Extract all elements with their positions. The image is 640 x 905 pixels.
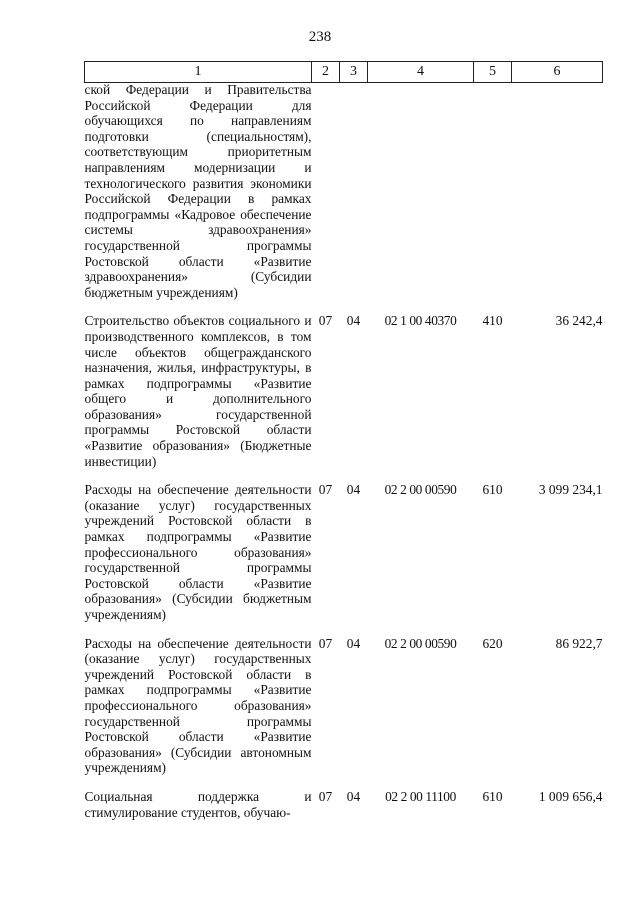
row-expense-type: 410: [482, 313, 503, 329]
budget-table: [84, 61, 603, 820]
description-text: Расходы на обеспечение деятельности (оказание услуг) государственных учреждений Ростовской области в рамках подпрограммы «Развитие профессионального образования» государственной программы Ростовской области «Развитие образования» (Субсидии автономным учреждениям): [84, 635, 312, 776]
row-section: [312, 96, 340, 300]
row-subsection: 04: [346, 482, 361, 498]
row-description: [85, 313, 312, 469]
column-header: 6: [512, 62, 603, 83]
row-description: [85, 482, 312, 622]
row-target-article: 02 2 00 00590: [384, 482, 457, 498]
row-amount: 86 922,7: [555, 635, 603, 651]
column-header: 3: [340, 62, 368, 83]
row-subsection: [340, 96, 368, 300]
row-target-article: 02 1 00 40370: [384, 313, 457, 329]
table-row: [85, 313, 603, 469]
row-expense-type: [474, 96, 512, 300]
spacer-row: [85, 300, 603, 313]
table-row: [85, 482, 603, 622]
row-description: [85, 636, 312, 776]
description-text: ской Федерации и Правительства Российской Федерации для обучающихся по направлениям подготовки (специальностям), соответствующим приоритетным направлениям модернизации и технологического развития экономики Российской Федерации в рамках подпрограммы «Кадровое обеспечение системы здравоохранения» государственной программы Ростовской области «Развитие здравоохранения» (Субсидии бюджетным учреждениям): [84, 82, 312, 300]
row-subsection: 04: [346, 635, 361, 651]
row-target-article: [368, 96, 474, 300]
table-row: [85, 789, 603, 820]
column-header: 4: [368, 62, 474, 83]
spacer-row: [85, 623, 603, 636]
row-section: 07: [318, 313, 333, 329]
row-amount: 3 099 234,1: [538, 482, 603, 498]
row-target-article: 02 2 00 00590: [384, 635, 457, 651]
row-section: 07: [318, 635, 333, 651]
row-section: 07: [318, 788, 333, 804]
row-subsection: 04: [346, 788, 361, 804]
spacer-row: [85, 469, 603, 482]
row-subsection: 04: [346, 313, 361, 329]
table-header-row: [85, 62, 603, 83]
row-section: 07: [318, 482, 333, 498]
column-header: 2: [312, 62, 340, 83]
row-target-article: 02 2 00 11100: [385, 788, 456, 804]
table-row: [85, 636, 603, 776]
row-description: [85, 789, 312, 820]
row-expense-type: 620: [482, 635, 503, 651]
page-number: 238: [308, 29, 332, 45]
row-amount: 1 009 656,4: [538, 788, 603, 804]
description-text: Социальная поддержка и стимулирование студентов, обучаю-: [84, 788, 312, 820]
column-header: 5: [474, 62, 512, 83]
spacer-row: [85, 776, 603, 789]
row-amount: 36 242,4: [555, 313, 603, 329]
row-description: [84, 82, 312, 300]
column-header: 1: [85, 62, 312, 83]
description-text: Строительство объектов социального и производственного комплексов, в том числе объектов общегражданского назначения, жилья, инфраструктуры, в рамках подпрограммы «Развитие общего и дополнительного образования» государственной программы Ростовской области «Развитие образования» (Бюджетные инвестиции): [84, 313, 312, 469]
row-expense-type: 610: [482, 482, 503, 498]
table-row: [85, 96, 603, 300]
row-expense-type: 610: [482, 788, 503, 804]
row-amount: [512, 96, 603, 300]
description-text: Расходы на обеспечение деятельности (оказание услуг) государственных учреждений Ростовской области в рамках подпрограммы «Развитие профессионального образования» государственной программы Ростовской области «Развитие образования» (Субсидии бюджетным учреждениям): [84, 482, 312, 622]
